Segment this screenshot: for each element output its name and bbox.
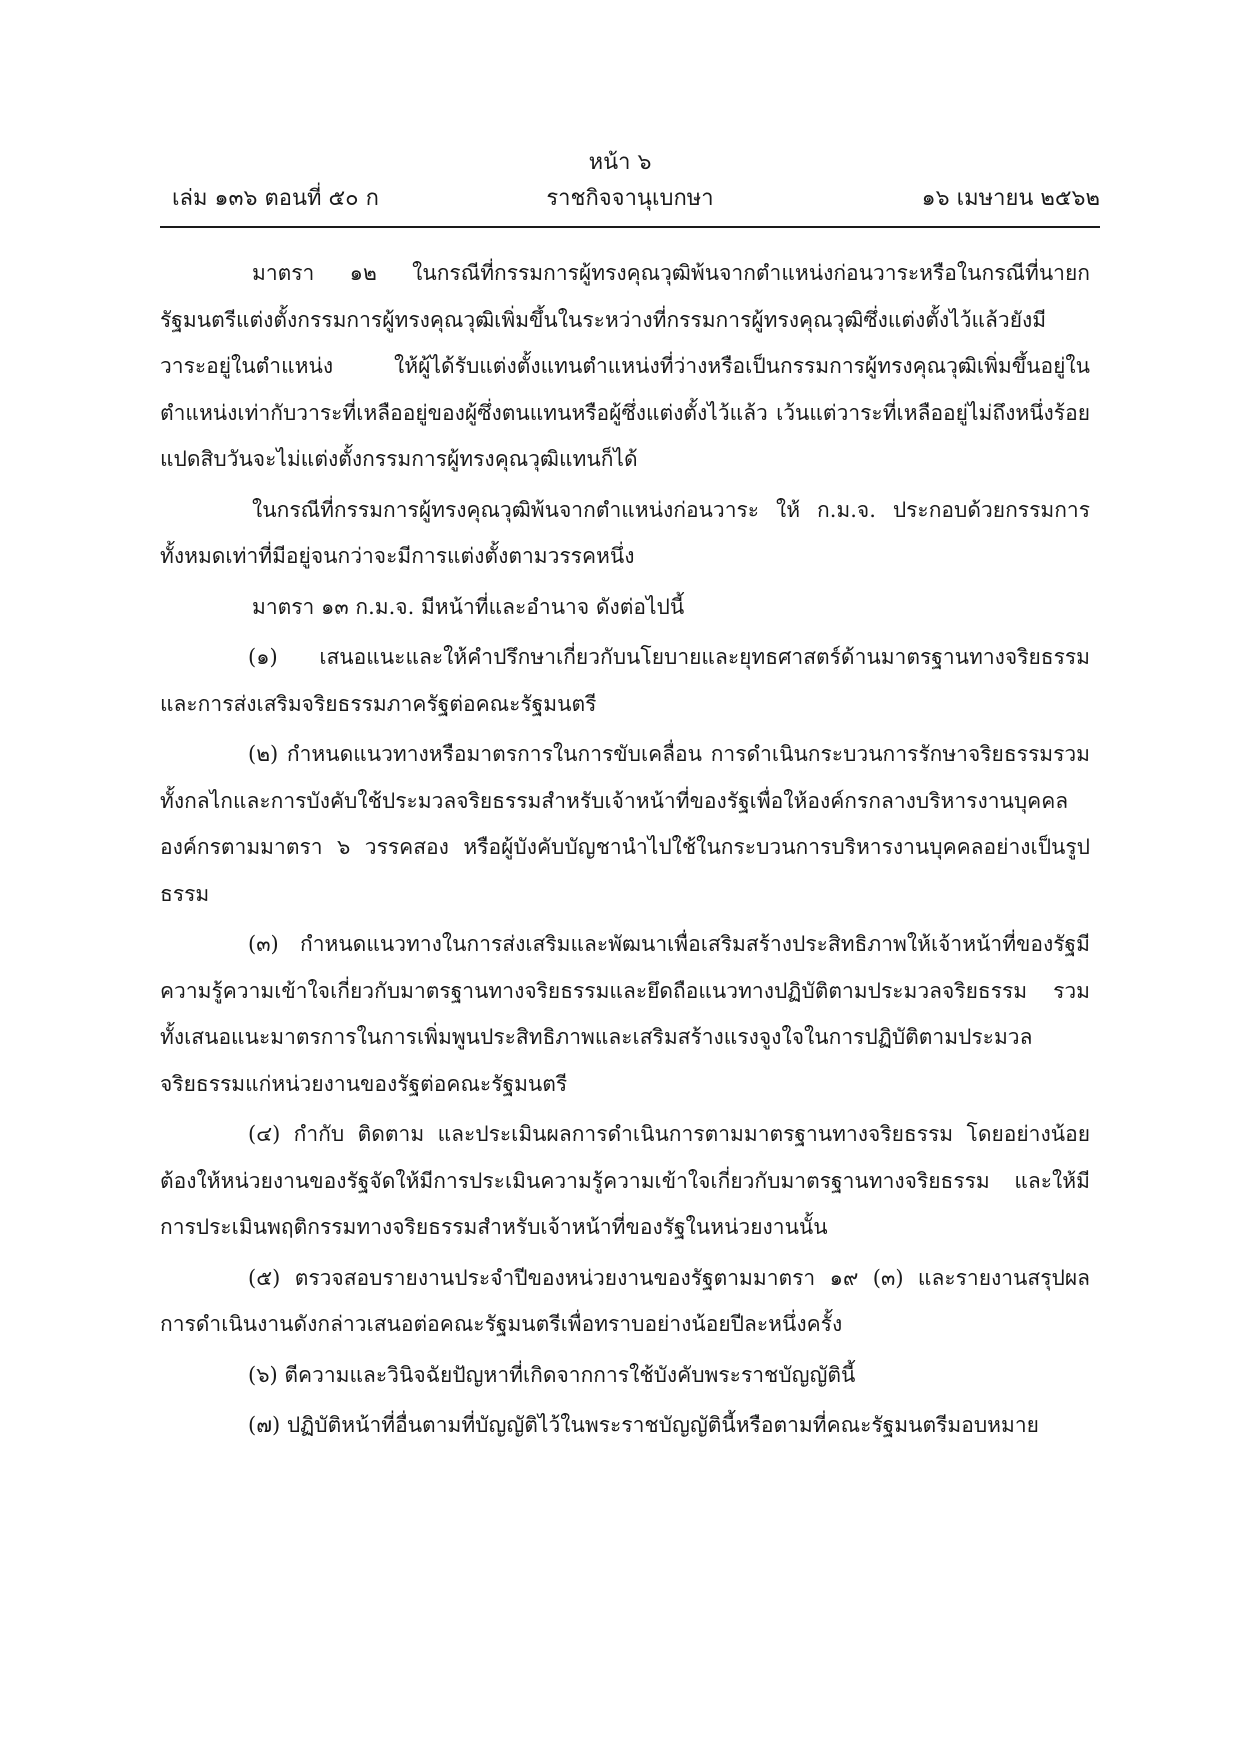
section-13-item-2: (๒) กำหนดแนวทางหรือมาตรการในการขับเคลื่อน การดำเนินกระบวนการรักษาจริยธรรมรวมทั้งกลไกและการบังคับใช้ประมวลจริยธรรมสำหรับเจ้าหน้าที่ของรัฐเพื่อให้องค์กรกลางบริหารงานบุคคล องค์กรตามมาตรา ๖ วรรคสอง หรือผู้บังคับบัญชานำไปใช้ในกระบวนการบริหารงานบุคคลอย่างเป็นรูปธรรม bbox=[160, 742, 1090, 906]
document-body bbox=[160, 250, 1090, 1453]
section-13-item-4: (๔) กำกับ ติดตาม และประเมินผลการดำเนินการตามมาตรฐานทางจริยธรรม โดยอย่างน้อยต้องให้หน่วยงานของรัฐจัดให้มีการประเมินความรู้ความเข้าใจเกี่ยวกับมาตรฐานทางจริยธรรม และให้มีการประเมินพฤติกรรมทางจริยธรรมสำหรับเจ้าหน้าที่ของรัฐในหน่วยงานนั้น bbox=[160, 1122, 1090, 1239]
page-number: หน้า ๖ bbox=[588, 150, 652, 175]
header-divider bbox=[160, 226, 1100, 228]
publication-date: ๑๖ เมษายน ๒๕๖๒ bbox=[921, 186, 1100, 211]
section-13-item-1: (๑) เสนอแนะและให้คำปรึกษาเกี่ยวกับนโยบายและยุทธศาสตร์ด้านมาตรฐานทางจริยธรรมและการส่งเสริมจริยธรรมภาครัฐต่อคณะรัฐมนตรี bbox=[160, 645, 1090, 716]
section-12-paragraph-2: ในกรณีที่กรรมการผู้ทรงคุณวุฒิพ้นจากตำแหน่งก่อนวาระ ให้ ก.ม.จ. ประกอบด้วยกรรมการทั้งหมดเท่าที่มีอยู่จนกว่าจะมีการแต่งตั้งตามวรรคหนึ่ง bbox=[160, 497, 1090, 568]
section-13-item-5: (๕) ตรวจสอบรายงานประจำปีของหน่วยงานของรัฐตามมาตรา ๑๙ (๓) และรายงานสรุปผลการดำเนินงานดังกล่าวเสนอต่อคณะรัฐมนตรีเพื่อทราบอย่างน้อยปีละหนึ่งครั้ง bbox=[160, 1265, 1090, 1336]
section-13-item-7: (๗) ปฏิบัติหน้าที่อื่นตามที่บัญญัติไว้ในพระราชบัญญัตินี้หรือตามที่คณะรัฐมนตรีมอบหมาย bbox=[248, 1413, 1039, 1437]
section-13-intro: มาตรา ๑๓ ก.ม.จ. มีหน้าที่และอำนาจ ดังต่อไปนี้ bbox=[252, 594, 685, 619]
section-13-item-6: (๖) ตีความและวินิจฉัยปัญหาที่เกิดจากการใช้บังคับพระราชบัญญัตินี้ bbox=[248, 1362, 856, 1387]
publication-name: ราชกิจจานุเบกษา bbox=[546, 186, 714, 211]
gazette-header bbox=[160, 182, 1100, 216]
section-12-paragraph-1: มาตรา ๑๒ ในกรณีที่กรรมการผู้ทรงคุณวุฒิพ้นจากตำแหน่งก่อนวาระหรือในกรณีที่นายกรัฐมนตรีแต่งตั้งกรรมการผู้ทรงคุณวุฒิเพิ่มขึ้นในระหว่างที่กรรมการผู้ทรงคุณวุฒิซึ่งแต่งตั้งไว้แล้วยังมีวาระอยู่ในตำแหน่ง ให้ผู้ได้รับแต่งตั้งแทนตำแหน่งที่ว่างหรือเป็นกรรมการผู้ทรงคุณวุฒิเพิ่มขึ้นอยู่ในตำแหน่งเท่ากับวาระที่เหลืออยู่ของผู้ซึ่งตนแทนหรือผู้ซึ่งแต่งตั้งไว้แล้ว เว้นแต่วาระที่เหลืออยู่ไม่ถึงหนึ่งร้อยแปดสิบวันจะไม่แต่งตั้งกรรมการผู้ทรงคุณวุฒิแทนก็ได้ bbox=[160, 261, 1090, 471]
section-13-item-3: (๓) กำหนดแนวทางในการส่งเสริมและพัฒนาเพื่อเสริมสร้างประสิทธิภาพให้เจ้าหน้าที่ของรัฐมีความรู้ความเข้าใจเกี่ยวกับมาตรฐานทางจริยธรรมและยึดถือแนวทางปฏิบัติตามประมวลจริยธรรม รวมทั้งเสนอแนะมาตรการในการเพิ่มพูนประสิทธิภาพและเสริมสร้างแรงจูงใจในการปฏิบัติตามประมวลจริยธรรมแก่หน่วยงานของรัฐต่อคณะรัฐมนตรี bbox=[160, 932, 1090, 1096]
volume-issue-info: เล่ม ๑๓๖ ตอนที่ ๕๐ ก bbox=[172, 186, 379, 211]
